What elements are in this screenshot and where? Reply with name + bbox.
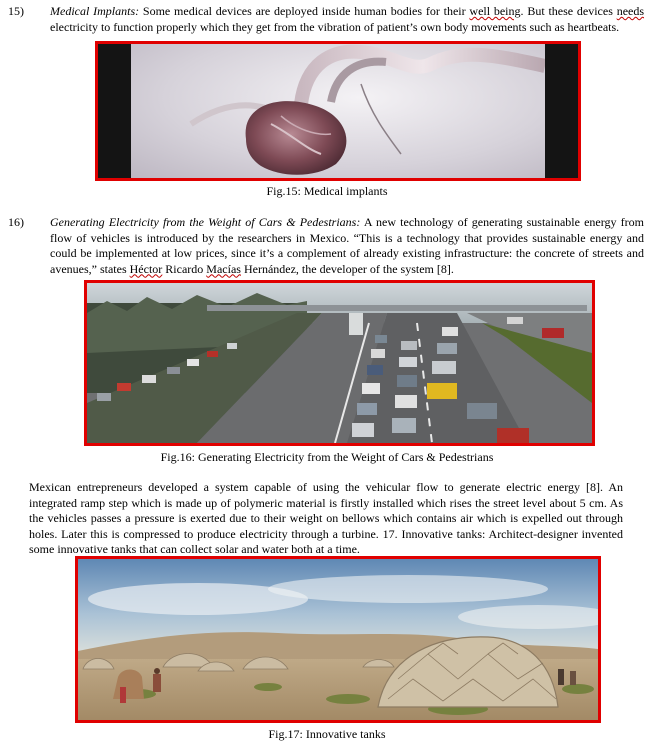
section-15-text-a: Some medical devices are deployed inside human bodies for their: [139, 4, 470, 18]
section-16-text-b: Hernández, the developer of the system [8].: [240, 261, 454, 276]
figure-17-caption: Fig.17: Innovative tanks: [268, 727, 386, 741]
figure-16-highway-traffic-image: [84, 280, 595, 446]
section-15-spell-word-2: needs: [616, 4, 645, 18]
figure-17-innovative-tanks-image: [75, 556, 601, 723]
section-16-title: Generating Electricity from the Weight of Cars & Pedestrians:: [50, 215, 361, 229]
mexican-entrepreneurs-paragraph: Mexican entrepreneurs developed a system capable of using the vehicular flow to generate electric energy [8]. An integrated ramp step which is made up of polymeric material is firstly installed which rises the street level about 5 cm. As the vehicles passes a pressure is exerted due to their weight on bellows which contains air which is expelled out through holes. Later this is compressed to produce electricity through a turbine. 17. Innovative tanks: Architect-designer invented some innovative tanks that can collect solar and water both at a time.: [29, 480, 623, 556]
desert-tanks-illustration: [78, 559, 598, 720]
section-15-number: 15): [8, 4, 24, 18]
section-16-number: 16): [8, 215, 24, 229]
image-letterbox-left: [98, 44, 131, 178]
section-16-text-a: A new technology of generating sustainable energy from flow of vehicles is introduced by the researchers in Mexico. “This is a technology that provides sustainable energy and could be implemented at low prices, since it’s a complement of already existing infrastructure: the concrete of streets and avenues,” states: [50, 215, 645, 276]
section-15-paragraph: [8, 4, 645, 35]
section-16-paragraph: [8, 215, 645, 277]
section-16-name-mid: Ricardo: [162, 261, 207, 276]
section-15-spell-word: well being: [469, 4, 521, 18]
figure-15-medical-implant-image: [95, 41, 581, 181]
figure-16-caption: Fig.16: Generating Electricity from the Weight of Cars & Pedestrians: [160, 450, 494, 464]
section-15-text-c: electricity to function properly which they get from the vibration of patient’s own body movements such as heartbeats.: [50, 19, 620, 34]
figure-15-caption: Fig.15: Medical implants: [266, 184, 388, 198]
section-15-title: Medical Implants:: [50, 4, 140, 18]
implant-illustration: [131, 44, 545, 178]
section-16-spell-name: Héctor: [129, 261, 163, 276]
section-16-spell-name-2: Macías: [206, 261, 241, 276]
image-letterbox-right: [545, 44, 578, 178]
highway-illustration: [87, 283, 592, 443]
implant-scene: [131, 44, 545, 178]
section-15-text-b: . But these devices: [520, 4, 617, 18]
